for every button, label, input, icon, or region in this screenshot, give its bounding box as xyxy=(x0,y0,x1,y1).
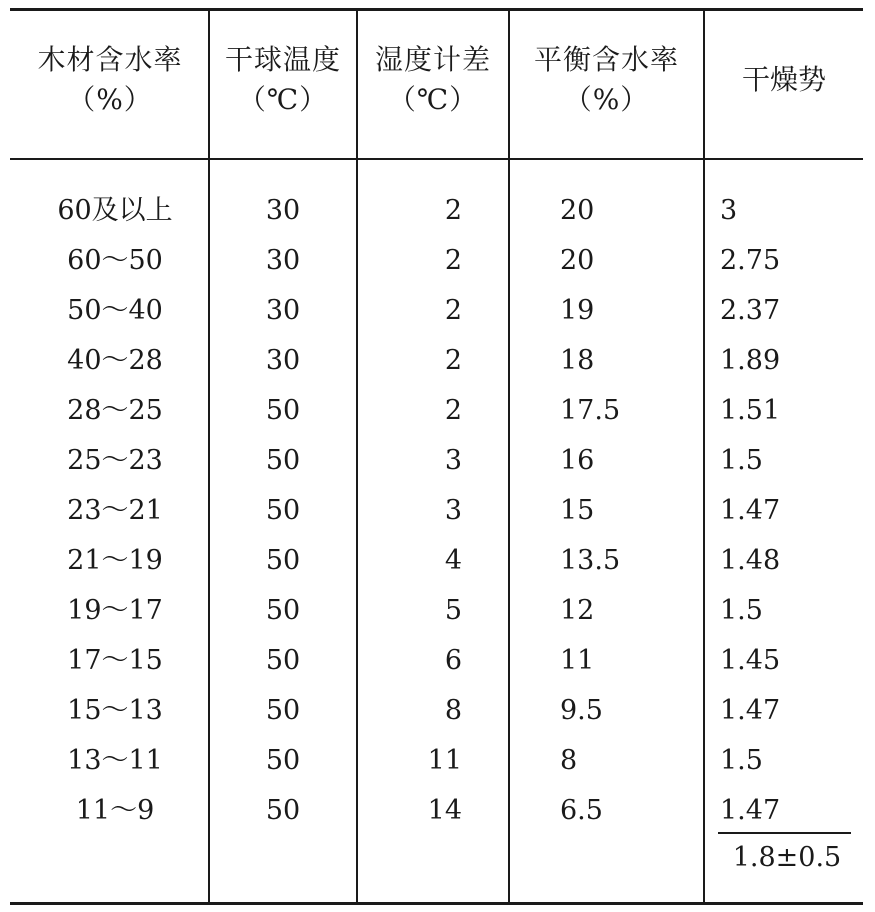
table-body xyxy=(0,186,875,836)
cell-dry-bulb: 50 xyxy=(265,595,301,626)
header-unit: （%） xyxy=(563,83,650,116)
header-psychrometer-difference xyxy=(358,40,508,120)
cell-dry-bulb: 50 xyxy=(265,495,301,526)
header-title: 木材含水率 xyxy=(37,43,183,76)
cell-drying-potential: 1.47 xyxy=(720,695,781,726)
cell-moisture: 17～15 xyxy=(67,645,163,676)
table-header-rule xyxy=(10,158,863,160)
cell-difference: 3 xyxy=(444,445,462,476)
cell-equilibrium: 15 xyxy=(560,495,595,526)
cell-moisture: 19～17 xyxy=(67,595,163,626)
cell-drying-potential: 1.5 xyxy=(720,445,763,476)
cell-equilibrium: 19 xyxy=(560,295,595,326)
cell-difference: 14 xyxy=(427,795,462,826)
table-bottom-rule xyxy=(10,902,863,905)
table-row xyxy=(0,386,875,436)
cell-equilibrium: 16 xyxy=(560,445,595,476)
cell-drying-potential: 1.48 xyxy=(720,545,781,576)
cell-equilibrium: 20 xyxy=(560,245,595,276)
header-moisture xyxy=(12,40,208,120)
cell-difference: 2 xyxy=(444,195,462,226)
cell-drying-potential: 1.89 xyxy=(720,345,781,376)
cell-drying-potential: 1.45 xyxy=(720,645,781,676)
cell-dry-bulb: 30 xyxy=(265,345,301,376)
cell-equilibrium: 8 xyxy=(560,745,578,776)
cell-drying-potential: 1.5 xyxy=(720,595,763,626)
table-row xyxy=(0,786,875,836)
table-top-rule xyxy=(10,8,863,11)
cell-difference: 11 xyxy=(427,745,462,776)
cell-moisture: 15～13 xyxy=(67,695,163,726)
cell-dry-bulb: 50 xyxy=(265,795,301,826)
cell-moisture: 13～11 xyxy=(67,745,163,776)
cell-difference: 4 xyxy=(444,545,462,576)
cell-drying-potential: 1.5 xyxy=(720,745,763,776)
cell-equilibrium: 9.5 xyxy=(560,695,603,726)
cell-dry-bulb: 50 xyxy=(265,645,301,676)
table-row xyxy=(0,686,875,736)
header-drying-potential xyxy=(705,60,863,100)
cell-difference: 2 xyxy=(444,295,462,326)
table-row xyxy=(0,236,875,286)
cell-dry-bulb: 50 xyxy=(265,695,301,726)
table-row xyxy=(0,436,875,486)
header-unit: （℃） xyxy=(237,83,329,116)
cell-difference: 3 xyxy=(444,495,462,526)
cell-moisture: 23～21 xyxy=(67,495,163,526)
cell-equilibrium: 12 xyxy=(560,595,595,626)
summary-rule xyxy=(718,832,851,834)
cell-drying-potential: 2.37 xyxy=(720,295,781,326)
cell-moisture: 60及以上 xyxy=(57,195,173,226)
summary-value: 1.8±0.5 xyxy=(732,842,842,873)
cell-dry-bulb: 30 xyxy=(265,245,301,276)
cell-moisture: 60～50 xyxy=(67,245,163,276)
cell-difference: 5 xyxy=(444,595,462,626)
header-equilibrium-moisture xyxy=(510,40,703,120)
header-dry-bulb xyxy=(210,40,356,120)
table-row xyxy=(0,586,875,636)
cell-moisture: 25～23 xyxy=(67,445,163,476)
table-row xyxy=(0,736,875,786)
cell-drying-potential: 1.47 xyxy=(720,795,781,826)
cell-dry-bulb: 50 xyxy=(265,445,301,476)
header-title: 干球温度 xyxy=(224,43,341,76)
cell-moisture: 50～40 xyxy=(67,295,163,326)
header-title: 平衡含水率 xyxy=(533,43,679,76)
table-row xyxy=(0,536,875,586)
cell-equilibrium: 13.5 xyxy=(560,545,621,576)
cell-equilibrium: 6.5 xyxy=(560,795,603,826)
table-row xyxy=(0,636,875,686)
cell-drying-potential: 1.51 xyxy=(720,395,781,426)
cell-drying-potential: 2.75 xyxy=(720,245,781,276)
cell-difference: 8 xyxy=(444,695,462,726)
header-title: 湿度计差 xyxy=(374,43,491,76)
cell-equilibrium: 11 xyxy=(560,645,595,676)
header-title: 干燥势 xyxy=(741,63,826,96)
header-unit: （%） xyxy=(67,83,153,116)
cell-drying-potential: 1.47 xyxy=(720,495,781,526)
cell-dry-bulb: 30 xyxy=(265,195,301,226)
cell-moisture: 40～28 xyxy=(67,345,163,376)
cell-difference: 6 xyxy=(444,645,462,676)
cell-moisture: 11～9 xyxy=(75,795,155,826)
header-unit: （℃） xyxy=(387,83,479,116)
cell-drying-potential: 3 xyxy=(720,195,738,226)
cell-dry-bulb: 50 xyxy=(265,545,301,576)
cell-moisture: 21～19 xyxy=(67,545,163,576)
cell-difference: 2 xyxy=(444,395,462,426)
cell-equilibrium: 17.5 xyxy=(560,395,621,426)
cell-dry-bulb: 50 xyxy=(265,745,301,776)
cell-equilibrium: 18 xyxy=(560,345,595,376)
table-row xyxy=(0,286,875,336)
cell-equilibrium: 20 xyxy=(560,195,595,226)
table-row xyxy=(0,486,875,536)
table-row xyxy=(0,186,875,236)
cell-difference: 2 xyxy=(444,345,462,376)
cell-dry-bulb: 50 xyxy=(265,395,301,426)
cell-difference: 2 xyxy=(444,245,462,276)
table-row xyxy=(0,336,875,386)
cell-moisture: 28～25 xyxy=(67,395,163,426)
cell-dry-bulb: 30 xyxy=(265,295,301,326)
